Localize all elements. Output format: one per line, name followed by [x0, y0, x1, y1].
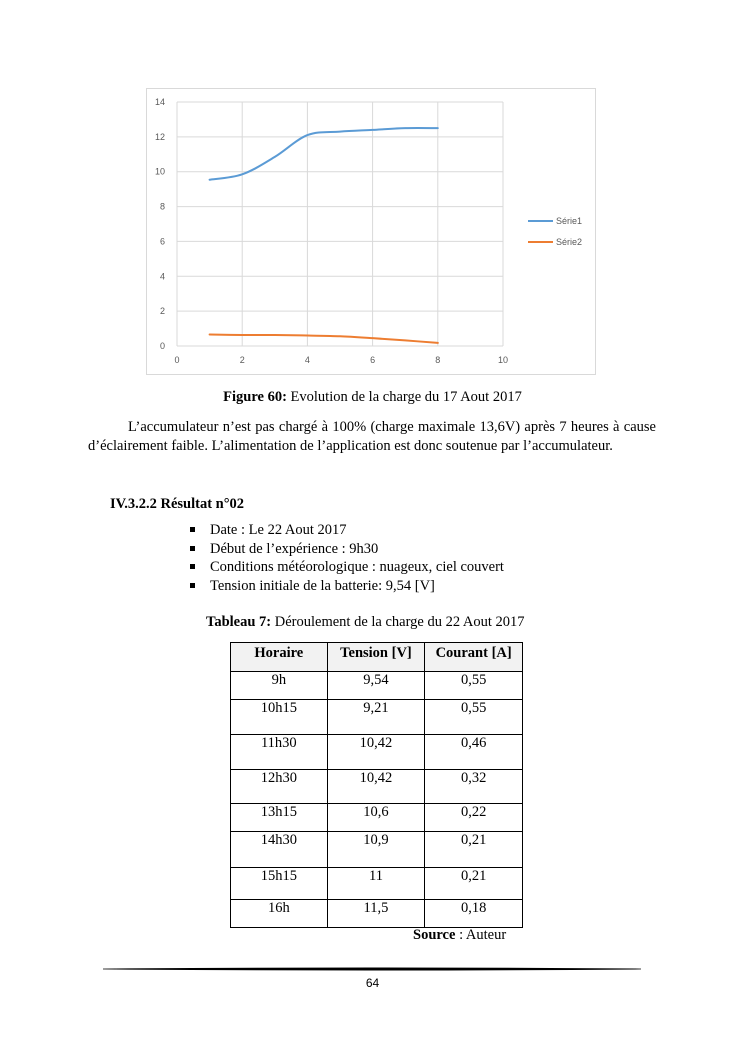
- y-tick-label: 14: [154, 97, 165, 107]
- paragraph-text: L’accumulateur n’est pas chargé à 100% (charge maximale 13,6V) après 7 heures à cause d’éclairement faible. L’alimentation de l’application est donc soutenue par l’accumulateur.: [88, 419, 656, 454]
- bullet-square-icon: [190, 564, 195, 569]
- charge-table: [230, 642, 523, 928]
- body-paragraph: [88, 418, 656, 456]
- series-line-2: [210, 334, 438, 342]
- figure-caption-label: Figure 60:: [223, 389, 287, 405]
- cell-tension: 10,6: [327, 804, 425, 832]
- cell-tension: 10,42: [327, 770, 425, 804]
- table-caption: [206, 614, 525, 631]
- bullet-item: [190, 558, 504, 577]
- section-heading: IV.3.2.2 Résultat n°02: [110, 496, 245, 512]
- x-tick-label: 0: [174, 355, 180, 365]
- bullet-list: [190, 521, 504, 595]
- cell-courant: 0,21: [425, 832, 523, 868]
- y-tick-label: 12: [154, 131, 165, 142]
- y-tick-label: 0: [159, 341, 165, 351]
- cell-horaire: 11h30: [231, 735, 328, 770]
- cell-tension: 10,42: [327, 735, 425, 770]
- table-row: [231, 900, 523, 928]
- legend-label-1: Série1: [556, 216, 583, 226]
- table-source: [413, 927, 506, 944]
- cell-horaire: 9h: [231, 672, 328, 700]
- header-courant: Courant [A]: [425, 643, 523, 672]
- cell-courant: 0,18: [425, 900, 523, 928]
- cell-courant: 0,55: [425, 700, 523, 735]
- y-tick-label: 2: [159, 306, 165, 317]
- cell-tension: 9,54: [327, 672, 425, 700]
- header-horaire: Horaire: [231, 643, 328, 672]
- legend-label-2: Série2: [556, 237, 583, 247]
- figure-caption-text: Evolution de la charge du 17 Aout 2017: [286, 389, 522, 405]
- cell-tension: 9,21: [327, 700, 425, 735]
- x-tick-label: 8: [435, 355, 441, 365]
- cell-tension: 10,9: [327, 832, 425, 868]
- header-tension: Tension [V]: [327, 643, 425, 672]
- cell-horaire: 16h: [231, 900, 328, 928]
- bullet-item: [190, 540, 504, 559]
- bullet-square-icon: [190, 527, 195, 532]
- footer-rule: [103, 967, 641, 971]
- x-tick-label: 6: [370, 355, 376, 365]
- line-chart: [147, 89, 597, 376]
- table-row: [231, 770, 523, 804]
- table-row: [231, 832, 523, 868]
- table-caption-text: Déroulement de la charge du 22 Aout 2017: [271, 614, 525, 630]
- y-tick-label: 10: [154, 166, 165, 177]
- cell-courant: 0,21: [425, 868, 523, 900]
- bullet-text: Tension initiale de la batterie: 9,54 [V]: [210, 577, 435, 594]
- x-tick-label: 2: [239, 355, 245, 365]
- y-tick-label: 4: [159, 271, 165, 282]
- table-row: [231, 868, 523, 900]
- bullet-item: [190, 577, 504, 596]
- source-label: Source: [413, 927, 456, 943]
- cell-horaire: 12h30: [231, 770, 328, 804]
- y-tick-label: 6: [159, 236, 165, 247]
- cell-courant: 0,32: [425, 770, 523, 804]
- cell-horaire: 15h15: [231, 868, 328, 900]
- cell-horaire: 10h15: [231, 700, 328, 735]
- cell-tension: 11: [327, 868, 425, 900]
- table-caption-label: Tableau 7:: [206, 614, 272, 630]
- x-tick-label: 10: [497, 355, 509, 365]
- bullet-text: Début de l’expérience : 9h30: [210, 540, 379, 557]
- bullet-square-icon: [190, 546, 195, 551]
- cell-horaire: 13h15: [231, 804, 328, 832]
- table-header-row: [231, 643, 523, 672]
- table-row: [231, 700, 523, 735]
- bullet-text: Date : Le 22 Aout 2017: [210, 522, 347, 538]
- y-tick-label: 8: [159, 201, 165, 212]
- bullet-item: [190, 521, 504, 540]
- table-row: [231, 735, 523, 770]
- page-number: 64: [365, 976, 380, 990]
- cell-horaire: 14h30: [231, 832, 328, 868]
- table-row: [231, 672, 523, 700]
- bullet-square-icon: [190, 583, 195, 588]
- x-tick-label: 4: [304, 355, 310, 365]
- source-text: : Auteur: [455, 927, 507, 943]
- cell-courant: 0,22: [425, 804, 523, 832]
- table-row: [231, 804, 523, 832]
- cell-courant: 0,55: [425, 672, 523, 700]
- bullet-text: Conditions météorologique : nuageux, ciel couvert: [210, 559, 504, 575]
- cell-courant: 0,46: [425, 735, 523, 770]
- cell-tension: 11,5: [327, 900, 425, 928]
- figure-caption: [0, 389, 745, 406]
- chart-frame: [146, 88, 596, 375]
